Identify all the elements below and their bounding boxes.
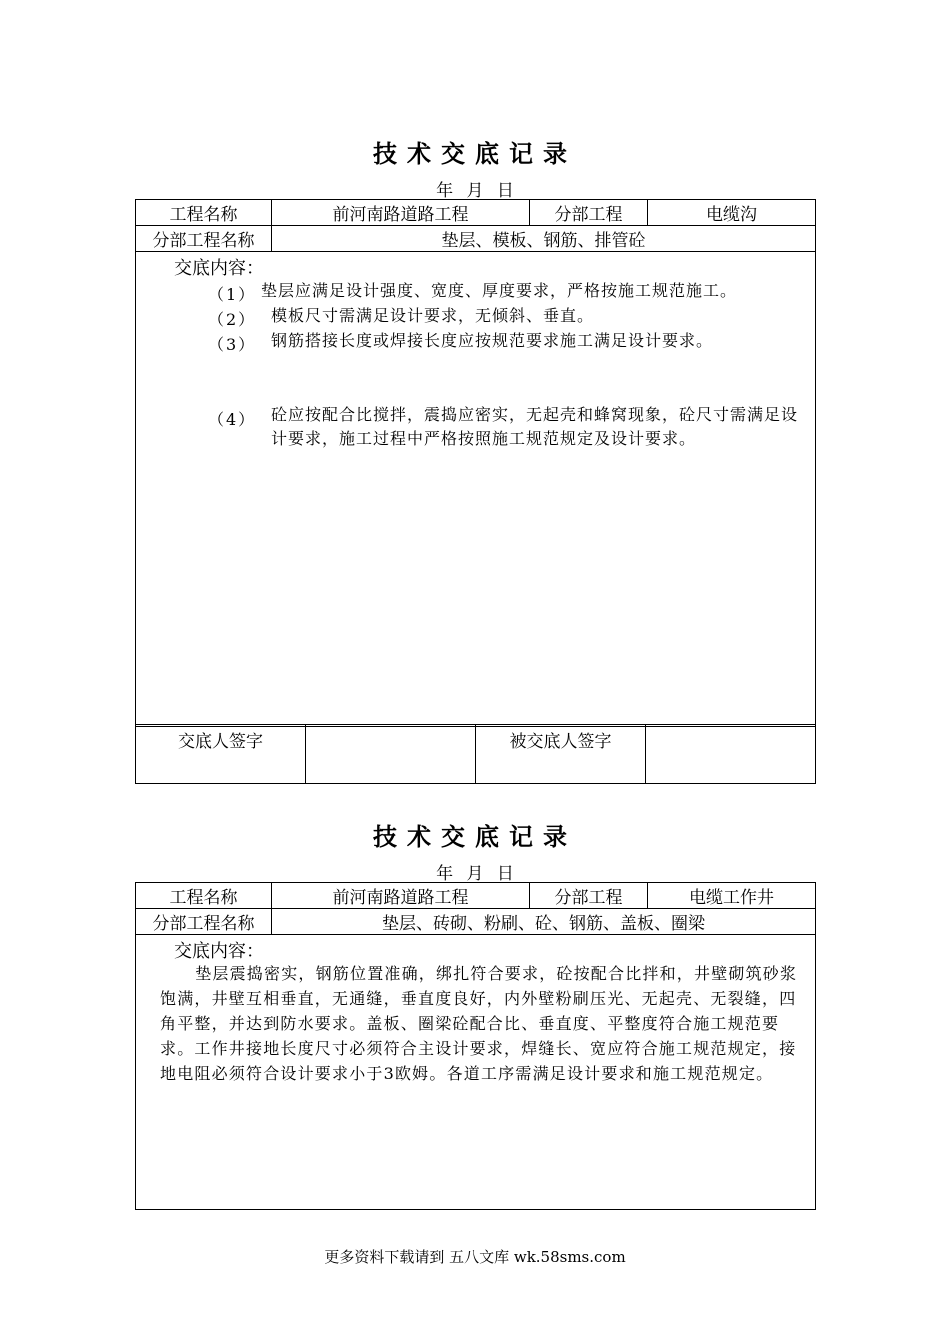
item-4-text: 砼应按配合比搅拌，震捣应密实，无起壳和蜂窝现象，砼尺寸需满足设计要求，施工过程中严格按照施工规范规定及设计要求。 [271, 405, 799, 448]
discloser-signature-field[interactable] [306, 725, 476, 784]
project-name-label: 工程名称 [136, 200, 272, 226]
project-name-value: 前河南路道路工程 [272, 883, 530, 909]
project-name-value: 前河南路道路工程 [272, 200, 530, 226]
record-2-title: 技术交底记录 [373, 823, 577, 851]
record-2-date: 年 月 日 [436, 864, 514, 884]
division-label: 分部工程 [530, 883, 648, 909]
content-label: 交底内容： [174, 941, 264, 962]
item-1-number: （1） [208, 285, 257, 304]
sub-division-value: 垫层、模板、钢筋、排管砼 [272, 226, 816, 252]
item-3-number: （3） [208, 335, 257, 354]
record-2-table [135, 882, 816, 1210]
item-1-text: 垫层应满足设计强度、宽度、厚度要求，严格按施工规范施工。 [261, 281, 738, 300]
record-1-table [135, 199, 816, 727]
content-label: 交底内容： [174, 258, 264, 279]
record-1-title: 技术交底记录 [373, 140, 577, 168]
record-1-signature-table [135, 724, 816, 784]
receiver-signature-label: 被交底人签字 [476, 725, 646, 784]
footer-link-text: 更多资料下载请到 五八文库 wk.58sms.com [324, 1248, 626, 1266]
division-label: 分部工程 [530, 200, 648, 226]
record-1-date: 年 月 日 [436, 181, 514, 201]
receiver-signature-field[interactable] [646, 725, 816, 784]
discloser-signature-label: 交底人签字 [136, 725, 306, 784]
division-value: 电缆工作井 [648, 883, 816, 909]
item-3-text: 钢筋搭接长度或焊接长度应按规范要求施工满足设计要求。 [271, 331, 714, 350]
item-4-number: （4） [208, 410, 257, 429]
sub-division-label: 分部工程名称 [136, 909, 272, 935]
sub-division-label: 分部工程名称 [136, 226, 272, 252]
record-2-content-cell [136, 935, 816, 1210]
division-value: 电缆沟 [648, 200, 816, 226]
sub-division-value: 垫层、砖砌、粉刷、砼、钢筋、盖板、圈梁 [272, 909, 816, 935]
item-2-number: （2） [208, 310, 257, 329]
content-paragraph: 垫层震捣密实，钢筋位置准确，绑扎符合要求，砼按配合比拌和，井壁砌筑砂浆饱满，井壁互相垂直，无通缝，垂直度良好，内外壁粉刷压光、无起壳、无裂缝，四角平整，并达到防水要求。盖板、圈梁砼配合比、垂直度、平整度符合施工规范要求。工作井接地长度尺寸必须符合主设计要求，焊缝长、宽应符合施工规范规定，接地电阻必须符合设计要求小于3欧姆。各道工序需满足设计要求和施工规范规定。 [160, 964, 798, 1083]
record-1-content-cell [136, 252, 816, 727]
project-name-label: 工程名称 [136, 883, 272, 909]
item-2-text: 模板尺寸需满足设计要求，无倾斜、垂直。 [271, 306, 595, 325]
